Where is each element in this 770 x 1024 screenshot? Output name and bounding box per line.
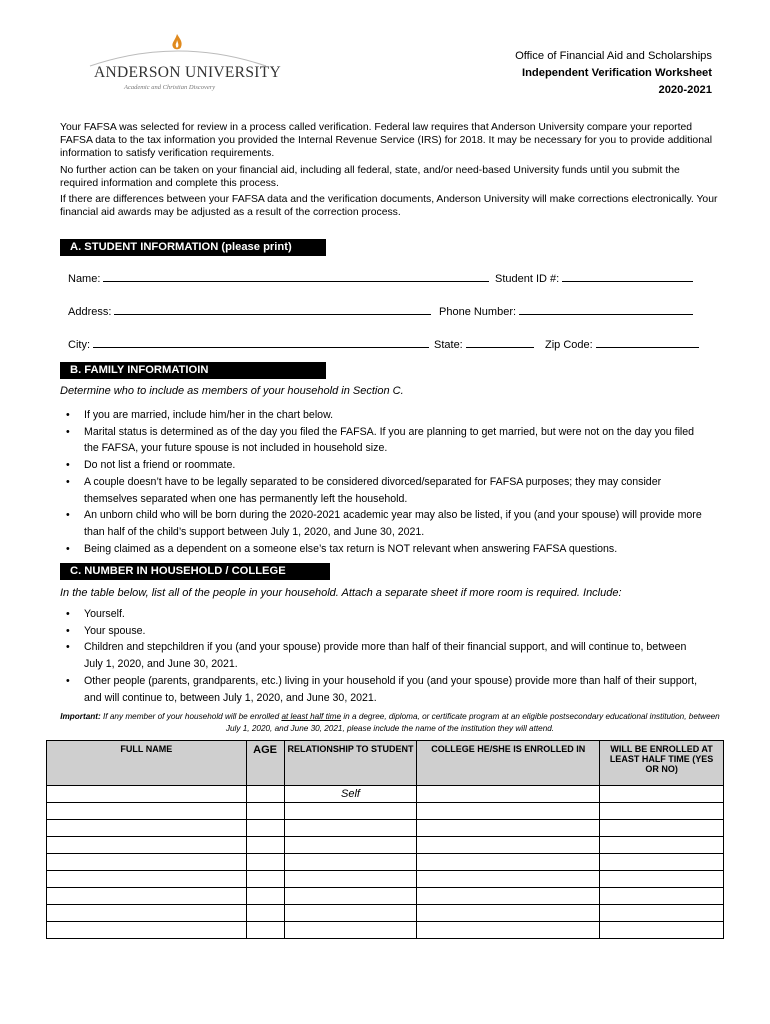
col-relationship: RELATIONSHIP TO STUDENT <box>284 741 417 786</box>
list-item: • If you are married, include him/her in the chart below. <box>66 407 706 424</box>
table-row <box>47 803 724 820</box>
intro-paragraph: If there are differences between your FAFSA data and the verification documents, Anderson University will make corrections electronically. Your financial aid awards may be adjusted as a result of the correction process. <box>60 194 718 219</box>
cell-full-name[interactable] <box>47 922 247 939</box>
address-input-line[interactable] <box>114 303 431 315</box>
cell-college[interactable] <box>417 820 600 837</box>
section-b-bullets <box>66 407 706 557</box>
cell-age[interactable] <box>246 888 284 905</box>
intro-paragraph: Your FAFSA was selected for review in a process called verification. Federal law requires that Anderson University compare your reported FAFSA data to the tax information you provided the Internal Revenue Service (IRS) for 2018. It may be necessary for you to provide additional information to satisfy verification requirements. <box>60 122 713 160</box>
list-item: • Do not list a friend or roommate. <box>66 457 706 474</box>
section-c-subtitle: In the table below, list all of the people in your household. Attach a separate sheet if more room is required. Include: <box>60 587 622 599</box>
cell-age[interactable] <box>246 803 284 820</box>
cell-half-time[interactable] <box>600 820 724 837</box>
household-table <box>46 740 724 939</box>
university-logo <box>88 30 281 100</box>
cell-full-name[interactable] <box>47 803 247 820</box>
state-label: State: <box>434 339 463 351</box>
intro-text <box>60 121 720 222</box>
address-label: Address: <box>68 306 112 318</box>
city-input-line[interactable] <box>93 336 429 348</box>
phone-input-line[interactable] <box>519 303 693 315</box>
cell-half-time[interactable] <box>600 854 724 871</box>
col-age: AGE <box>246 741 284 786</box>
student-id-label: Student ID #: <box>495 273 560 285</box>
cell-college[interactable] <box>417 837 600 854</box>
city-label: City: <box>68 339 90 351</box>
important-note <box>60 711 720 734</box>
list-item: • Yourself. <box>66 606 706 623</box>
bullet-dot-icon: • <box>66 641 70 654</box>
bullet-dot-icon: • <box>66 425 70 438</box>
list-item: • A couple doesn’t have to be legally separated to be considered divorced/separated for FAFSA purposes; they may consider themselves separated when one has permanently left the household. <box>66 475 662 505</box>
cell-full-name[interactable] <box>47 905 247 922</box>
cell-relationship[interactable] <box>284 837 417 854</box>
zip-input-line[interactable] <box>596 336 699 348</box>
list-item: • An unborn child who will be born during the 2020-2021 academic year may also be listed, if you (and your spouse) will provide more than half of the child’s support between July 1, 2020, and June 30, 2021. <box>66 509 702 538</box>
state-field[interactable] <box>434 336 534 352</box>
student-id-field[interactable] <box>495 270 693 286</box>
table-header-row <box>47 741 724 786</box>
cell-age[interactable] <box>246 820 284 837</box>
cell-half-time[interactable] <box>600 837 724 854</box>
document-title: Independent Verification Worksheet <box>521 67 712 79</box>
bullet-dot-icon: • <box>66 409 70 421</box>
bullet-dot-icon: • <box>66 542 70 555</box>
state-input-line[interactable] <box>466 336 534 348</box>
zip-label: Zip Code: <box>545 339 593 351</box>
list-item: • Marital status is determined as of the day you filed the FAFSA. If you are planning to get married, but were not on the day you filed the FAFSA, your future spouse is not included in household size. <box>66 425 695 455</box>
cell-full-name[interactable] <box>47 786 247 803</box>
city-field[interactable] <box>68 336 429 352</box>
cell-age[interactable] <box>246 871 284 888</box>
list-item: • Your spouse. <box>66 623 706 640</box>
cell-relationship: Self <box>284 786 417 803</box>
cell-age[interactable] <box>246 905 284 922</box>
col-full-name: FULL NAME <box>47 741 247 786</box>
logo-tagline: Academic and Christian Discovery <box>124 84 216 91</box>
cell-relationship[interactable] <box>284 905 417 922</box>
table-row <box>47 905 724 922</box>
cell-half-time[interactable] <box>600 905 724 922</box>
cell-full-name[interactable] <box>47 837 247 854</box>
name-input-line[interactable] <box>103 270 489 282</box>
important-label: Important: <box>60 712 101 721</box>
cell-college[interactable] <box>417 905 600 922</box>
bullet-dot-icon: • <box>66 475 70 488</box>
section-c-header: C. NUMBER IN HOUSEHOLD / COLLEGE <box>60 563 330 580</box>
bullet-dot-icon: • <box>66 624 70 637</box>
cell-half-time[interactable] <box>600 922 724 939</box>
cell-half-time[interactable] <box>600 786 724 803</box>
cell-half-time[interactable] <box>600 888 724 905</box>
cell-full-name[interactable] <box>47 888 247 905</box>
name-label: Name: <box>68 273 101 285</box>
table-row <box>47 922 724 939</box>
cell-college[interactable] <box>417 888 600 905</box>
cell-age[interactable] <box>246 854 284 871</box>
cell-relationship[interactable] <box>284 922 417 939</box>
table-row <box>47 820 724 837</box>
cell-relationship[interactable] <box>284 871 417 888</box>
important-text-post: in a degree, diploma, or certificate program at an eligible postsecondary educational institution, between July 1, 2020, and June 30, 2021, please include the name of the institution they will attend. <box>225 712 720 733</box>
bullet-dot-icon: • <box>66 459 70 472</box>
cell-college[interactable] <box>417 854 600 871</box>
cell-full-name[interactable] <box>47 820 247 837</box>
section-c-bullets <box>66 606 706 706</box>
table-row <box>47 837 724 854</box>
cell-age[interactable] <box>246 922 284 939</box>
cell-age[interactable] <box>246 786 284 803</box>
phone-label: Phone Number: <box>439 306 517 318</box>
table-row <box>47 786 724 803</box>
intro-paragraph: No further action can be taken on your financial aid, including all federal, state, and/or need-based University funds until you submit the required information and complete this process. <box>60 164 680 189</box>
cell-half-time[interactable] <box>600 803 724 820</box>
list-item: • Being claimed as a dependent on a someone else’s tax return is NOT relevant when answering FAFSA questions. <box>66 541 706 558</box>
important-text-pre: If any member of your household will be enrolled <box>103 712 280 721</box>
table-row <box>47 854 724 871</box>
name-field[interactable] <box>68 270 489 286</box>
logo-name: ANDERSON UNIVERSITY <box>94 64 281 81</box>
cell-relationship[interactable] <box>284 854 417 871</box>
section-b-header: B. FAMILY INFORMATIOIN <box>60 362 326 379</box>
cell-relationship[interactable] <box>284 803 417 820</box>
document-header <box>515 48 712 99</box>
award-year: 2020-2021 <box>658 84 712 96</box>
flame-icon <box>170 34 184 52</box>
bullet-dot-icon: • <box>66 608 70 620</box>
cell-college[interactable] <box>417 803 600 820</box>
cell-age[interactable] <box>246 837 284 854</box>
cell-college[interactable] <box>417 786 600 803</box>
table-row <box>47 888 724 905</box>
table-row <box>47 871 724 888</box>
cell-half-time[interactable] <box>600 871 724 888</box>
cell-college[interactable] <box>417 922 600 939</box>
bullet-dot-icon: • <box>66 509 70 522</box>
col-half-time: WILL BE ENROLLED AT LEAST HALF TIME (YES OR NO) <box>600 741 724 786</box>
cell-full-name[interactable] <box>47 871 247 888</box>
list-item: • Children and stepchildren if you (and your spouse) provide more than half of their financial support, and will continue to, between July 1, 2020, and June 30, 2021. <box>66 641 687 671</box>
important-text-underline: at least half time <box>281 712 342 721</box>
address-field[interactable] <box>68 303 431 319</box>
list-item: • Other people (parents, grandparents, etc.) living in your household if you (and your spouse) provide more than half of their support, and will continue to, between July 1, 2020, and June 30, 2021. <box>66 674 698 704</box>
cell-college[interactable] <box>417 871 600 888</box>
cell-relationship[interactable] <box>284 888 417 905</box>
bullet-dot-icon: • <box>66 674 70 687</box>
col-college: COLLEGE HE/SHE IS ENROLLED IN <box>417 741 600 786</box>
office-name: Office of Financial Aid and Scholarships <box>515 50 712 62</box>
student-id-input-line[interactable] <box>562 270 693 282</box>
cell-full-name[interactable] <box>47 854 247 871</box>
zip-field[interactable] <box>545 336 699 352</box>
section-b-subtitle: Determine who to include as members of your household in Section C. <box>60 385 404 397</box>
section-a-header: A. STUDENT INFORMATION (please print) <box>60 239 326 256</box>
phone-field[interactable] <box>439 303 693 319</box>
cell-relationship[interactable] <box>284 820 417 837</box>
